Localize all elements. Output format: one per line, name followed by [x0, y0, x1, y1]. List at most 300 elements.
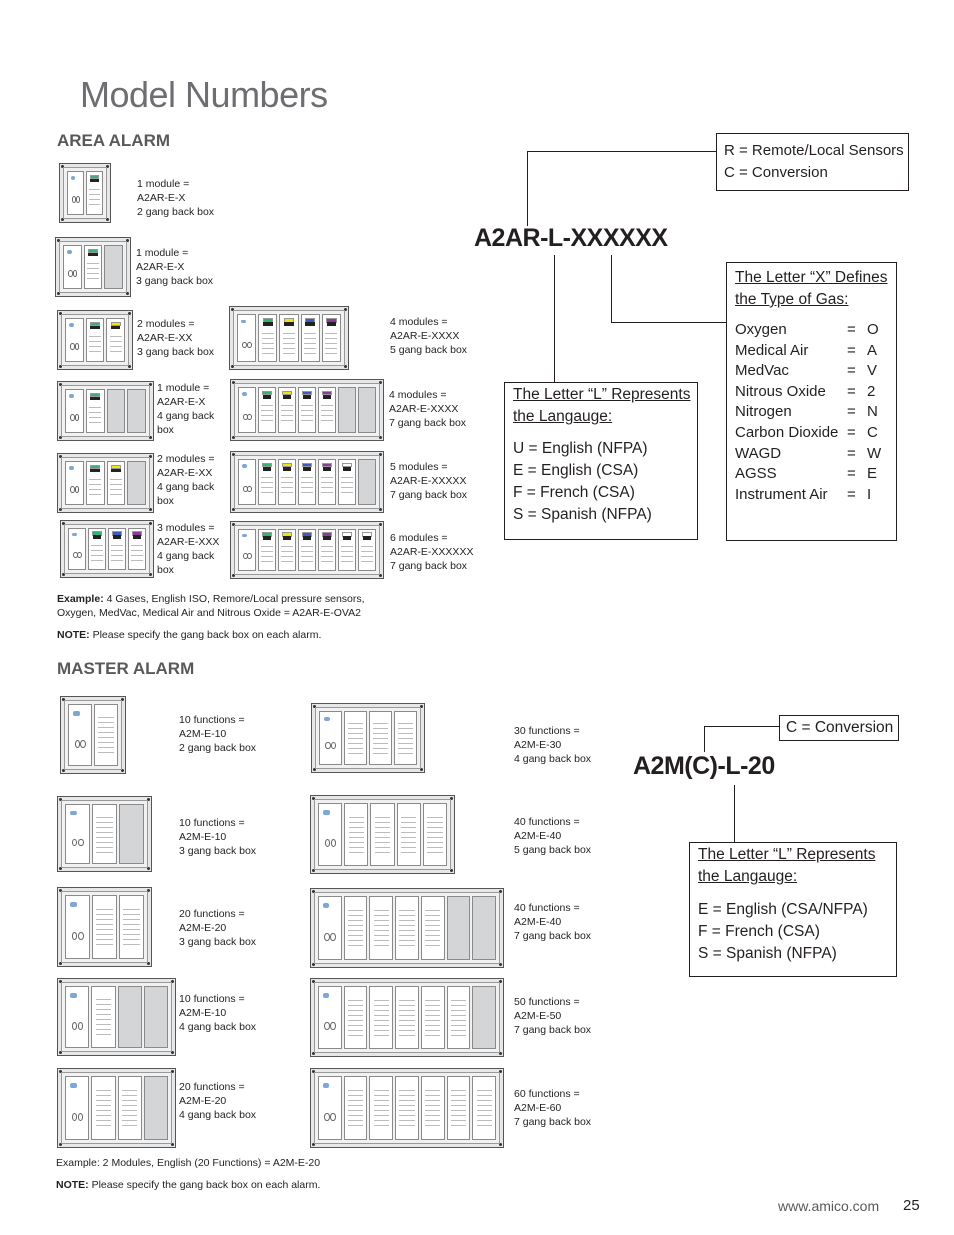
logo-icon	[69, 466, 74, 469]
button-icon	[325, 742, 330, 749]
connector-line	[527, 151, 528, 226]
gas-module	[258, 459, 276, 505]
display-icon	[113, 535, 122, 538]
function-module	[394, 711, 417, 765]
logo-icon	[70, 902, 77, 907]
language-heading-line1: The Letter “L” Represents	[513, 386, 691, 403]
example-code: A2AR-E-OVA2	[292, 607, 361, 619]
button-icon	[324, 933, 329, 941]
gas-name: Medical Air	[735, 341, 809, 359]
logo-icon	[71, 176, 76, 179]
display-icon	[90, 179, 98, 182]
function-module	[118, 1076, 142, 1140]
gas-module	[84, 245, 103, 289]
master-alarm-label-9: 50 functions = A2M-E-50 7 gang back box	[514, 996, 592, 1036]
control-module	[68, 704, 92, 766]
language-option: F = French (CSA)	[698, 923, 820, 940]
panel-face	[61, 314, 129, 366]
display-icon	[323, 536, 332, 539]
gas-code: O	[867, 321, 879, 338]
equals-sign: =	[847, 341, 856, 359]
blank-plate	[144, 986, 168, 1048]
indicator-rows	[425, 906, 440, 950]
control-module	[237, 314, 256, 362]
logo-icon	[69, 323, 74, 326]
panel-face	[234, 455, 380, 509]
page-title: Model Numbers	[80, 74, 328, 115]
gas-module	[298, 529, 316, 571]
master-alarm-illustration-8	[310, 888, 504, 968]
area-alarm-label-6: 3 modules = A2AR-E-XXX 4 gang back box	[157, 522, 220, 576]
function-module	[369, 896, 393, 960]
conversion-option: C = Conversion	[786, 719, 894, 736]
display-icon	[303, 467, 312, 471]
control-module	[318, 896, 342, 960]
display-icon	[263, 322, 273, 326]
example-text: 4 Gases, English ISO, Remore/Local pressure sensors, Oxygen, MedVac, Medical Air and Nitrous Oxide =	[57, 593, 365, 619]
blank-plate	[447, 896, 471, 960]
button-icon	[75, 740, 81, 748]
indicator-rows	[87, 259, 99, 282]
gas-code: V	[867, 362, 878, 380]
display-icon	[263, 467, 272, 471]
connector-line	[734, 785, 735, 843]
control-module	[65, 986, 89, 1048]
language-option: E = English (CSA)	[513, 462, 639, 479]
indicator-rows	[477, 1086, 492, 1130]
master-alarm-illustration-4	[57, 978, 176, 1056]
gas-name: WAGD	[735, 444, 782, 462]
blank-plate	[118, 986, 142, 1048]
function-module	[92, 804, 117, 864]
display-icon	[323, 467, 332, 471]
logo-icon	[70, 993, 77, 998]
function-module	[423, 803, 447, 866]
display-icon	[263, 395, 272, 399]
gas-type-box	[726, 262, 897, 541]
gas-row	[735, 320, 896, 341]
indicator-rows	[301, 473, 312, 497]
area-alarm-label-2: 1 module = A2AR-E-X 3 gang back box	[136, 247, 214, 287]
gas-module	[86, 389, 105, 433]
display-icon	[283, 467, 292, 471]
panel-face	[314, 982, 500, 1053]
language-heading-line2: the Langauge:	[513, 408, 613, 425]
indicator-rows	[301, 542, 312, 564]
gas-row	[735, 382, 896, 403]
master-alarm-label-10: 60 functions = A2M-E-60 7 gang back box	[514, 1088, 592, 1128]
panel-face	[314, 1072, 500, 1144]
function-module	[395, 896, 419, 960]
button-icon	[247, 342, 252, 349]
master-alarm-label-6: 30 functions = A2M-E-30 4 gang back box	[514, 725, 592, 765]
logo-icon	[69, 394, 74, 397]
connector-line	[527, 151, 717, 152]
language-option: E = English (CSA/NFPA)	[698, 901, 868, 918]
indicator-rows	[283, 329, 295, 354]
display-icon	[263, 536, 272, 539]
button-icon	[325, 839, 331, 847]
conversion-option: C = Conversion	[724, 164, 828, 181]
equals-sign: =	[847, 362, 856, 380]
indicator-rows	[89, 332, 101, 355]
area-alarm-illustration-1	[59, 163, 111, 223]
display-icon	[90, 397, 99, 400]
panel-face	[314, 892, 500, 964]
sensor-option: R = Remote/Local Sensors	[724, 142, 904, 159]
gas-module	[318, 529, 336, 571]
area-alarm-illustration-5	[57, 453, 154, 513]
gas-list	[735, 320, 896, 505]
indicator-rows	[111, 541, 122, 563]
indicator-rows	[399, 1086, 414, 1130]
equals-sign: =	[847, 382, 856, 400]
gas-name: MedVac	[735, 362, 789, 380]
blank-plate	[127, 389, 146, 433]
indicator-rows	[321, 401, 332, 425]
indicator-rows	[401, 813, 417, 856]
gas-row	[735, 444, 896, 465]
control-module	[65, 461, 84, 505]
gas-module	[108, 528, 126, 570]
display-icon	[327, 322, 337, 326]
area-alarm-label-3: 2 modules = A2AR-E-XX 3 gang back box	[137, 318, 215, 358]
indicator-rows	[96, 995, 112, 1038]
function-module	[92, 895, 117, 959]
gas-code: E	[867, 465, 878, 483]
master-alarm-label-2: 10 functions = A2M-E-10 3 gang back box	[179, 817, 257, 857]
gas-name: Carbon Dioxide	[735, 423, 839, 441]
connector-line	[704, 726, 780, 727]
function-module	[421, 896, 445, 960]
master-alarm-illustration-7	[310, 795, 455, 874]
language-heading-line2: the Langauge:	[698, 868, 798, 885]
master-conversion-box	[779, 715, 899, 741]
control-module	[318, 1076, 342, 1140]
indicator-rows	[89, 475, 101, 498]
display-icon	[111, 326, 120, 329]
logo-icon	[67, 250, 72, 253]
area-alarm-illustration-7	[229, 306, 349, 370]
button-icon	[73, 270, 78, 276]
language-option: S = Spanish (NFPA)	[698, 945, 837, 962]
gas-name: Nitrogen	[735, 403, 792, 421]
language-heading-line1: The Letter “L” Represents	[698, 846, 876, 863]
area-alarm-illustration-2	[55, 237, 131, 297]
indicator-rows	[89, 403, 101, 426]
gas-module	[298, 459, 316, 505]
display-icon	[284, 322, 294, 326]
note-text: Please specify the gang back box on each alarm.	[89, 629, 322, 641]
master-alarm-illustration-5	[57, 1068, 176, 1148]
indicator-rows	[261, 401, 272, 425]
control-module	[319, 711, 342, 765]
indicator-rows	[110, 475, 122, 498]
indicator-rows	[281, 542, 292, 564]
language-option: F = French (CSA)	[513, 484, 635, 501]
gas-module	[86, 318, 105, 362]
gas-module	[279, 314, 298, 362]
display-icon	[323, 395, 332, 399]
function-module	[421, 1076, 445, 1140]
panel-face	[61, 1072, 172, 1144]
blank-plate	[472, 896, 496, 960]
button-icon	[72, 932, 78, 940]
gas-module	[258, 529, 276, 571]
indicator-rows	[281, 401, 292, 425]
indicator-rows	[425, 1086, 440, 1130]
gas-module	[107, 461, 126, 505]
blank-plate	[104, 245, 123, 289]
function-module	[344, 896, 368, 960]
indicator-rows	[123, 905, 139, 949]
master-alarm-label-1: 10 functions = A2M-E-10 2 gang back box	[179, 714, 257, 754]
indicator-rows	[349, 813, 365, 856]
logo-icon	[72, 533, 77, 536]
button-icon	[72, 1113, 78, 1121]
button-icon	[247, 486, 252, 492]
display-icon	[363, 536, 372, 539]
gas-row	[735, 423, 896, 444]
indicator-rows	[398, 719, 413, 756]
area-alarm-label-1: 1 module = A2AR-E-X 2 gang back box	[137, 178, 215, 218]
button-icon	[80, 740, 86, 748]
display-icon	[88, 253, 97, 256]
panel-face	[61, 800, 148, 868]
display-icon	[303, 536, 312, 539]
control-module	[65, 389, 84, 433]
function-module	[119, 895, 144, 959]
logo-icon	[323, 810, 330, 815]
footer-url[interactable]: www.amico.com	[778, 1198, 880, 1214]
blank-plate	[338, 387, 356, 433]
area-alarm-label-10: 6 modules = A2AR-E-XXXXXX 7 gang back box	[390, 532, 474, 572]
logo-icon	[324, 717, 330, 721]
master-alarm-label-5: 20 functions = A2M-E-20 4 gang back box	[179, 1081, 257, 1121]
panel-face	[61, 891, 148, 963]
gas-module	[338, 459, 356, 505]
button-icon	[247, 414, 252, 420]
master-alarm-note	[56, 1178, 320, 1192]
function-module	[344, 1076, 368, 1140]
button-icon	[76, 196, 80, 202]
indicator-rows	[374, 996, 389, 1039]
function-module	[369, 986, 393, 1049]
control-module	[65, 1076, 89, 1140]
logo-icon	[323, 1083, 330, 1088]
gas-row	[735, 485, 896, 506]
blank-plate	[127, 461, 146, 505]
button-icon	[78, 932, 84, 940]
blank-plate	[107, 389, 126, 433]
connector-line	[611, 322, 727, 323]
indicator-rows	[96, 813, 112, 854]
function-module	[397, 803, 421, 866]
panel-face	[234, 383, 380, 437]
master-alarm-heading: MASTER ALARM	[57, 659, 195, 678]
gas-row	[735, 402, 896, 423]
logo-icon	[70, 1083, 77, 1088]
master-alarm-label-4: 10 functions = A2M-E-10 4 gang back box	[179, 993, 257, 1033]
indicator-rows	[325, 329, 337, 354]
gas-module	[318, 459, 336, 505]
function-module	[395, 1076, 419, 1140]
indicator-rows	[374, 906, 389, 950]
control-module	[65, 318, 84, 362]
function-module	[91, 1076, 115, 1140]
note-label: NOTE:	[56, 1179, 89, 1191]
gas-module	[258, 314, 277, 362]
gas-module	[278, 387, 296, 433]
gas-module	[258, 387, 276, 433]
master-alarm-illustration-9	[310, 978, 504, 1057]
gas-code: C	[867, 423, 878, 441]
panel-face	[63, 167, 107, 219]
button-icon	[72, 839, 78, 847]
indicator-rows	[341, 542, 352, 564]
indicator-rows	[301, 401, 312, 425]
logo-icon	[70, 811, 77, 816]
button-icon	[72, 1022, 78, 1030]
control-module	[238, 459, 256, 505]
button-icon	[330, 1113, 335, 1121]
connector-line	[554, 255, 555, 383]
area-alarm-label-9: 5 modules = A2AR-E-XXXXX 7 gang back box	[390, 461, 468, 501]
equals-sign: =	[847, 403, 856, 421]
logo-icon	[242, 392, 247, 396]
display-icon	[90, 469, 99, 472]
gas-module	[86, 461, 105, 505]
blank-plate	[119, 804, 144, 864]
gas-code: W	[867, 444, 882, 462]
function-module	[344, 803, 368, 866]
logo-icon	[241, 320, 246, 324]
area-alarm-model-code: A2AR-L-XXXXXX	[474, 224, 668, 252]
indicator-rows	[91, 541, 102, 563]
indicator-rows	[373, 719, 388, 756]
button-icon	[77, 552, 82, 558]
control-module	[65, 895, 90, 959]
panel-face	[61, 385, 150, 437]
button-icon	[75, 343, 80, 349]
indicator-rows	[262, 329, 274, 354]
gas-module	[338, 529, 356, 571]
function-module	[344, 711, 367, 765]
button-icon	[331, 839, 337, 847]
gas-module	[86, 171, 103, 215]
indicator-rows	[348, 996, 363, 1039]
note-label: NOTE:	[57, 629, 90, 641]
gas-module	[322, 314, 341, 362]
indicator-rows	[451, 1086, 466, 1130]
control-module	[238, 387, 256, 433]
function-module	[472, 1076, 496, 1140]
button-icon	[78, 839, 84, 847]
logo-icon	[242, 534, 247, 537]
display-icon	[90, 326, 99, 329]
function-module	[369, 1076, 393, 1140]
button-icon	[75, 486, 80, 492]
indicator-rows	[348, 1086, 363, 1130]
function-module	[421, 986, 445, 1049]
button-icon	[324, 1022, 329, 1030]
equals-sign: =	[847, 485, 856, 503]
indicator-rows	[261, 542, 272, 564]
control-module	[63, 245, 82, 289]
button-icon	[247, 553, 252, 559]
function-module	[395, 986, 419, 1049]
button-icon	[330, 1022, 335, 1030]
gas-module	[318, 387, 336, 433]
master-alarm-illustration-6	[311, 703, 425, 773]
button-icon	[330, 933, 335, 941]
area-alarm-illustration-3	[57, 310, 133, 370]
function-module	[344, 986, 368, 1049]
connector-line	[611, 255, 612, 323]
indicator-rows	[281, 473, 292, 497]
indicator-rows	[348, 719, 363, 756]
area-alarm-example	[57, 592, 365, 620]
equals-sign: =	[847, 465, 856, 483]
master-alarm-label-7: 40 functions = A2M-E-40 5 gang back box	[514, 816, 592, 856]
indicator-rows	[89, 185, 100, 208]
example-label: Example:	[57, 593, 104, 605]
button-icon	[324, 1113, 329, 1121]
button-icon	[331, 742, 336, 749]
master-alarm-illustration-2	[57, 796, 152, 872]
gas-module	[278, 529, 296, 571]
function-module	[94, 704, 118, 766]
display-icon	[93, 535, 102, 538]
area-alarm-heading: AREA ALARM	[57, 131, 171, 150]
button-icon	[78, 1113, 84, 1121]
function-module	[447, 986, 471, 1049]
area-alarm-illustration-10	[230, 521, 384, 579]
logo-icon	[73, 711, 80, 716]
panel-face	[314, 799, 451, 870]
display-icon	[343, 467, 352, 471]
master-alarm-illustration-3	[57, 887, 152, 967]
blank-plate	[472, 986, 496, 1049]
indicator-rows	[374, 1086, 389, 1130]
indicator-rows	[110, 332, 122, 355]
area-alarm-illustration-9	[230, 451, 384, 513]
button-icon	[78, 1022, 84, 1030]
panel-face	[61, 982, 172, 1052]
gas-code: N	[867, 403, 878, 421]
master-alarm-model-code: A2M(C)-L-20	[633, 752, 775, 780]
panel-face	[315, 707, 421, 769]
logo-icon	[323, 903, 330, 908]
indicator-rows	[131, 541, 142, 563]
equals-sign: =	[847, 423, 856, 441]
master-alarm-illustration-10	[310, 1068, 504, 1148]
language-option: S = Spanish (NFPA)	[513, 506, 652, 523]
display-icon	[283, 536, 292, 539]
master-alarm-illustration-1	[60, 696, 126, 774]
indicator-rows	[261, 473, 272, 497]
panel-face	[233, 310, 345, 366]
indicator-rows	[451, 996, 466, 1039]
indicator-rows	[399, 906, 414, 950]
connector-line	[704, 726, 705, 752]
function-module	[447, 1076, 471, 1140]
logo-icon	[242, 464, 247, 468]
blank-plate	[144, 1076, 168, 1140]
function-module	[91, 986, 115, 1048]
equals-sign: =	[847, 444, 856, 462]
area-alarm-note	[57, 628, 321, 642]
